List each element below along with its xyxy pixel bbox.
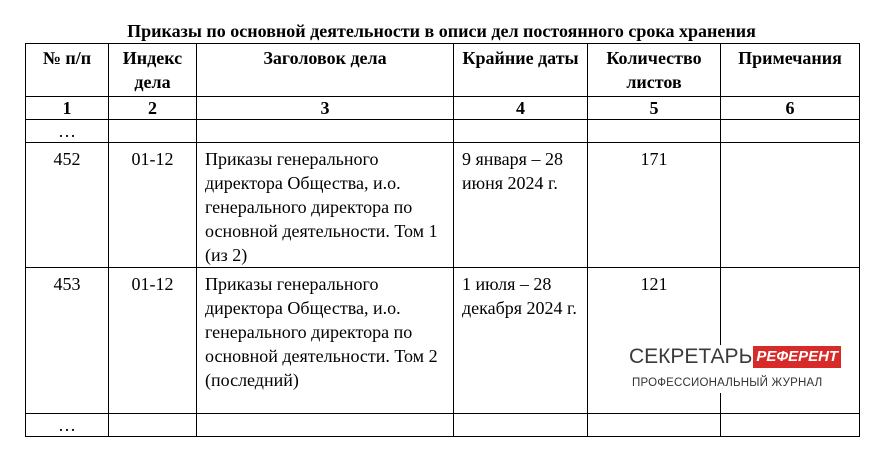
row-index-cell: 01-12: [109, 143, 197, 268]
column-number: 4: [454, 97, 588, 120]
watermark-logo: [629, 345, 839, 393]
row-heading-cell: Приказы генерального директора Общества, и.о. генерального директора по основной деятельности. Том 1 (из 2): [197, 143, 454, 268]
empty-cell: [721, 414, 860, 437]
header-cell-index: Индекс дела: [109, 44, 197, 97]
row-index-cell: 01-12: [109, 268, 197, 414]
empty-cell: [197, 414, 454, 437]
table-row: [26, 143, 860, 268]
watermark-logo-wordmark: [629, 345, 839, 369]
empty-cell: [197, 120, 454, 143]
column-number: 5: [588, 97, 721, 120]
row-sheets-cell: 121: [588, 268, 721, 414]
row-number-cell: 453: [26, 268, 109, 414]
column-number-row: [26, 97, 860, 120]
column-number: 3: [197, 97, 454, 120]
header-cell-sheets: Количество листов: [588, 44, 721, 97]
row-notes-cell: [721, 143, 860, 268]
ellipsis-cell: …: [26, 414, 109, 437]
watermark-subtitle: ПРОФЕССИОНАЛЬНЫЙ ЖУРНАЛ: [632, 377, 823, 389]
column-number: 1: [26, 97, 109, 120]
header-row: [26, 44, 860, 97]
header-cell-notes: Примечания: [721, 44, 860, 97]
ellipsis-row-top: [26, 120, 860, 143]
watermark-word-referent: РЕФЕРЕНТ: [753, 346, 841, 368]
ellipsis-row-bottom: [26, 414, 860, 437]
document-title: Приказы по основной деятельности в описи дел постоянного срока хранения: [127, 21, 756, 41]
empty-cell: [588, 120, 721, 143]
column-number: 6: [721, 97, 860, 120]
row-number-cell: 452: [26, 143, 109, 268]
watermark-word-secretary: СЕКРЕТАРЬ: [629, 345, 753, 368]
row-heading-cell: Приказы генерального директора Общества, и.о. генерального директора по основной деятельности. Том 2 (последний): [197, 268, 454, 414]
empty-cell: [454, 120, 588, 143]
row-dates-cell: 9 января – 28 июня 2024 г.: [454, 143, 588, 268]
header-cell-number: № п/п: [26, 44, 109, 97]
column-number: 2: [109, 97, 197, 120]
row-sheets-cell: 171: [588, 143, 721, 268]
ellipsis-cell: …: [26, 120, 109, 143]
empty-cell: [109, 120, 197, 143]
row-dates-cell: 1 июля – 28 декабря 2024 г.: [454, 268, 588, 414]
header-cell-dates: Крайние даты: [454, 44, 588, 97]
empty-cell: [588, 414, 721, 437]
header-cell-heading: Заголовок дела: [197, 44, 454, 97]
empty-cell: [109, 414, 197, 437]
empty-cell: [721, 120, 860, 143]
empty-cell: [454, 414, 588, 437]
